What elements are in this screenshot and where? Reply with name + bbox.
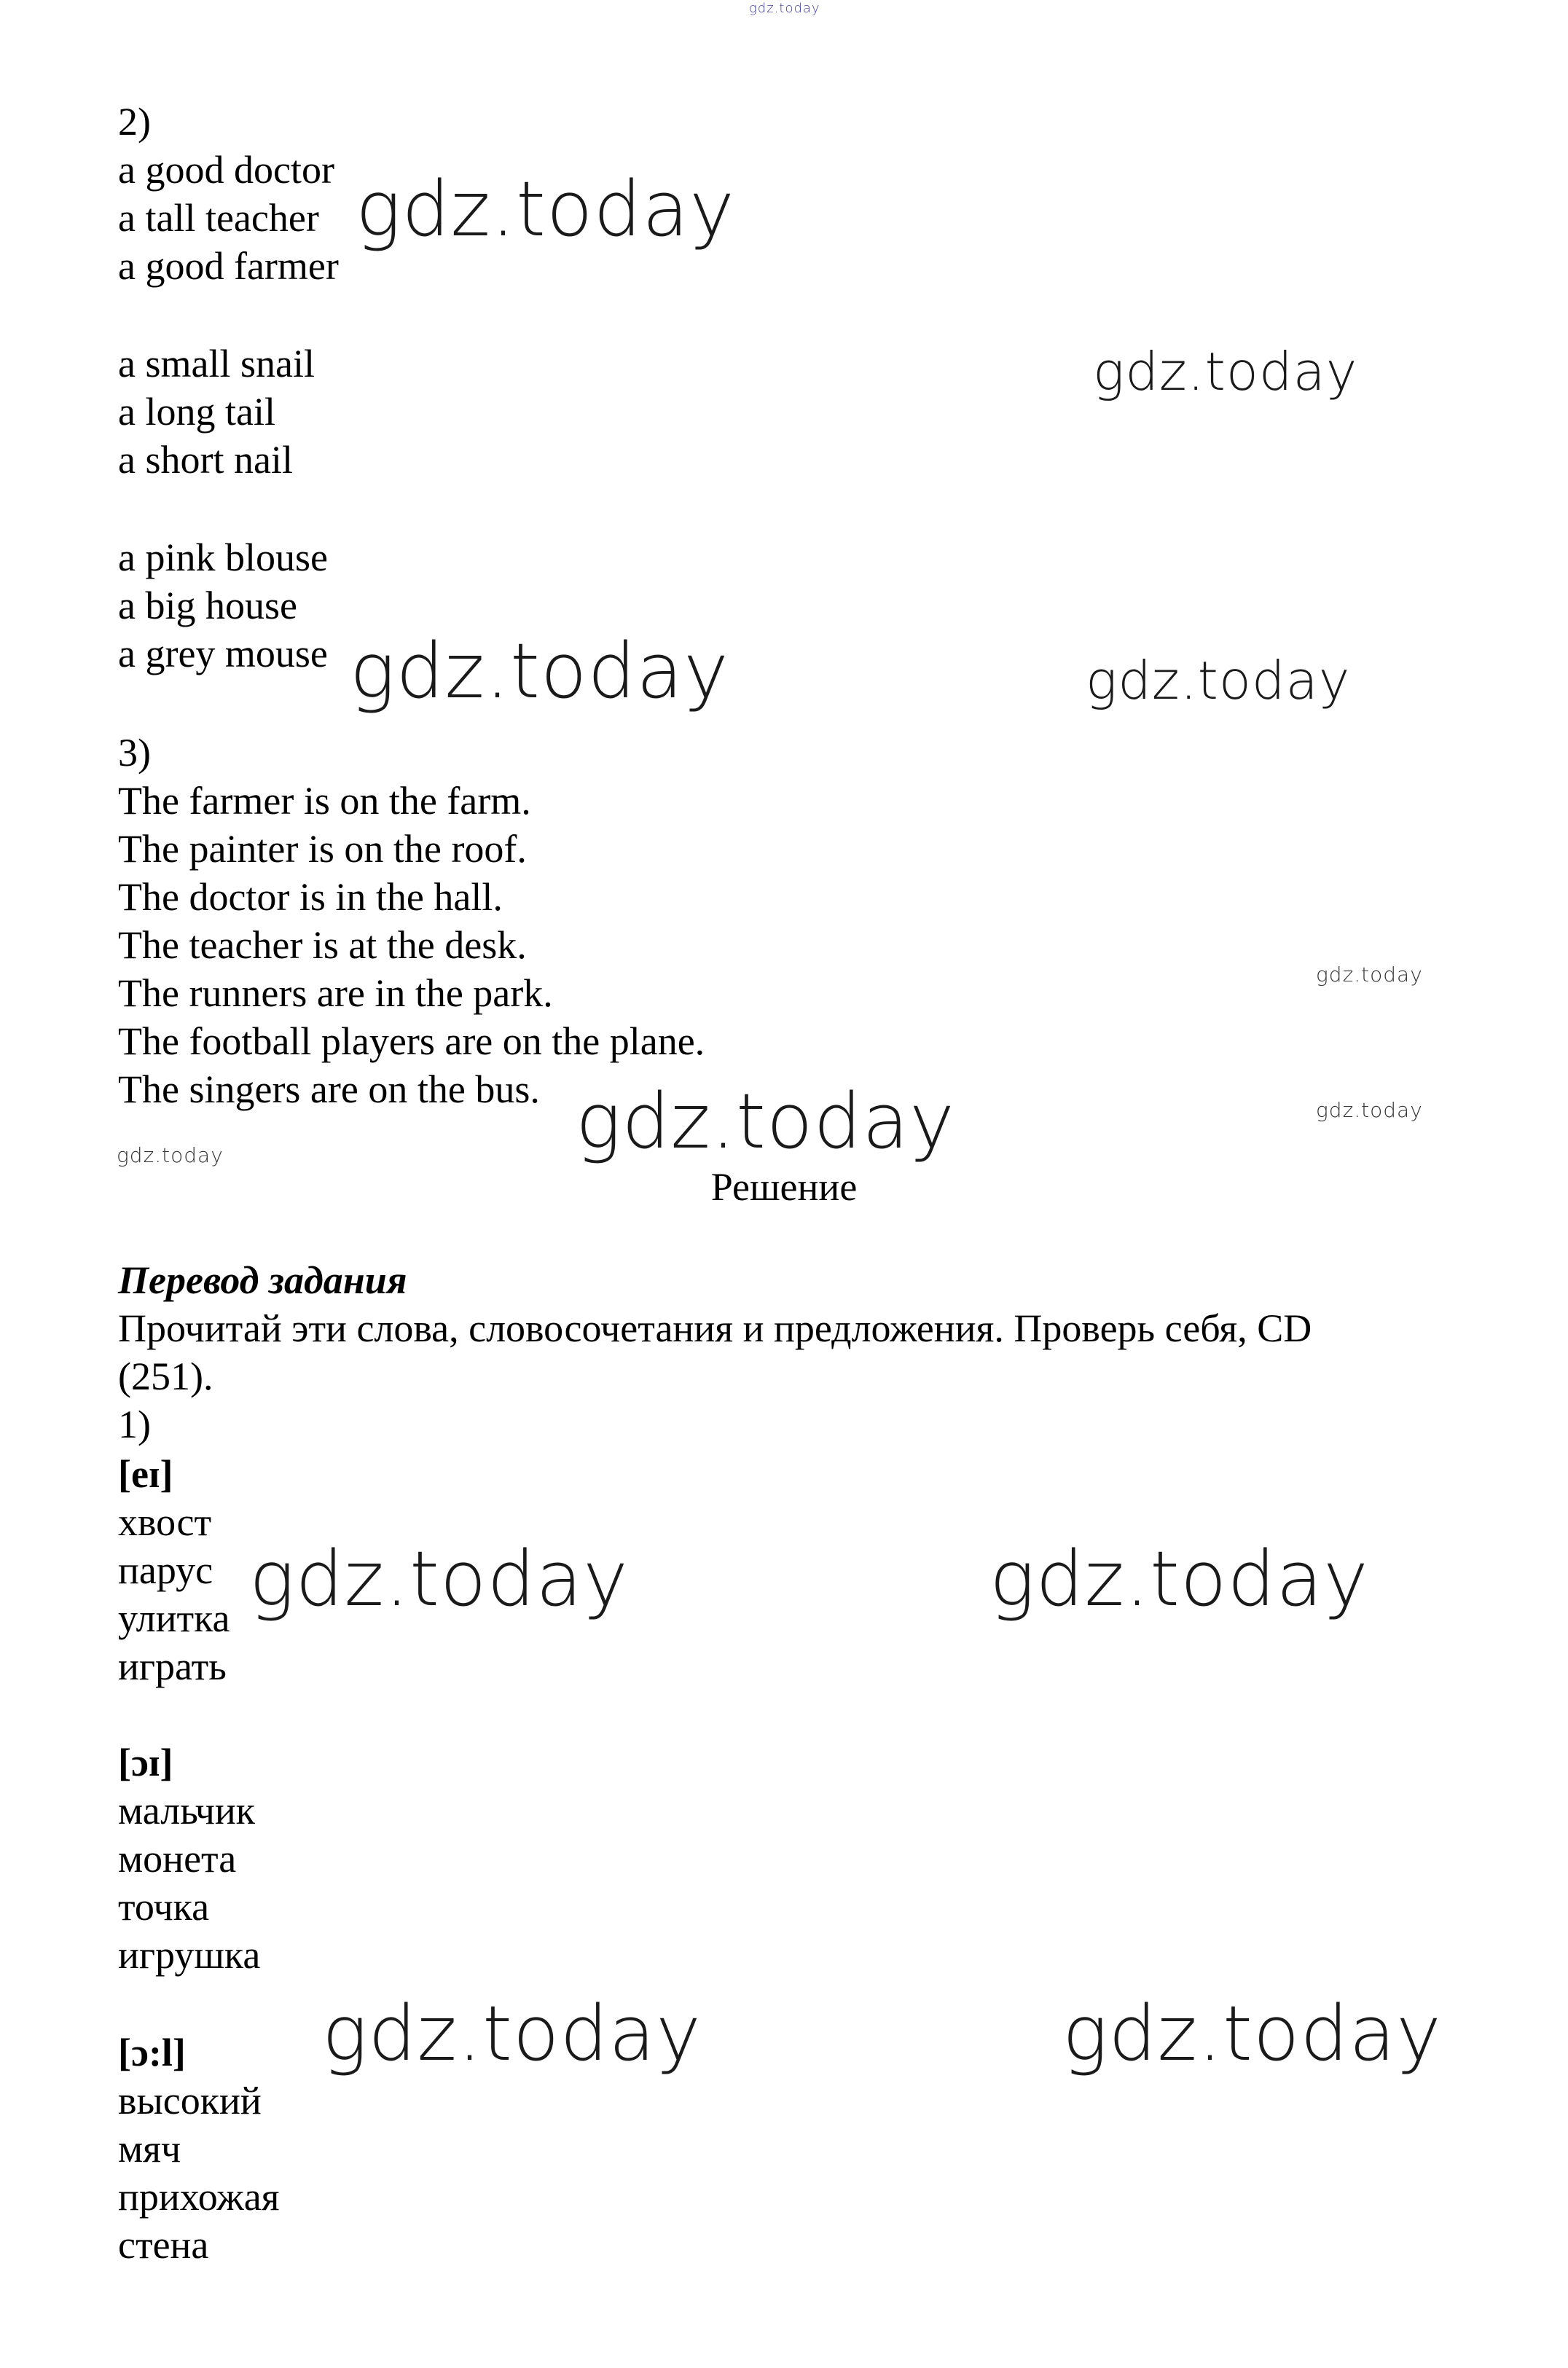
sound-label: [ɔɪ] xyxy=(118,1741,173,1784)
watermark: gdz.today xyxy=(1093,341,1358,402)
phrase: a grey mouse xyxy=(118,632,328,675)
word: стена xyxy=(118,2223,209,2267)
sentence: The singers are on the bus. xyxy=(118,1067,540,1111)
watermark: gdz.today xyxy=(989,1534,1369,1623)
word: играть xyxy=(118,1644,227,1688)
word: прихожая xyxy=(118,2175,280,2219)
sentence: The football players are on the plane. xyxy=(118,1019,705,1063)
word: мальчик xyxy=(118,1789,255,1832)
word: монета xyxy=(118,1837,237,1881)
phrase: a small snail xyxy=(118,342,315,385)
phrase: a pink blouse xyxy=(118,536,328,579)
phrase: a good farmer xyxy=(118,244,339,288)
watermark: gdz.today xyxy=(1316,1098,1423,1122)
watermark: gdz.today xyxy=(1062,1989,1442,2078)
phrase: a good doctor xyxy=(118,148,334,192)
watermark-top: gdz.today xyxy=(749,1,820,16)
phrase: a long tail xyxy=(118,390,275,434)
watermark: gdz.today xyxy=(350,627,729,716)
word: парус xyxy=(118,1548,213,1592)
part-1-label: 1) xyxy=(118,1403,151,1446)
section-2-label: 2) xyxy=(118,100,151,144)
watermark: gdz.today xyxy=(576,1077,955,1166)
watermark: gdz.today xyxy=(1316,963,1423,987)
word: высокий xyxy=(118,2079,262,2122)
section-3-label: 3) xyxy=(118,731,151,775)
phrase: a tall teacher xyxy=(118,196,319,240)
watermark: gdz.today xyxy=(117,1143,224,1167)
watermark: gdz.today xyxy=(249,1534,629,1623)
word: мяч xyxy=(118,2127,181,2171)
word: улитка xyxy=(118,1596,230,1640)
sentence: The doctor is in the hall. xyxy=(118,875,503,919)
phrase: a big house xyxy=(118,584,297,627)
sound-label: [ɔ:l] xyxy=(118,2031,186,2074)
word: точка xyxy=(118,1885,210,1929)
watermark: gdz.today xyxy=(322,1989,702,2078)
sentence: The teacher is at the desk. xyxy=(118,923,527,967)
solution-heading: Решение xyxy=(710,1165,858,1209)
sentence: The farmer is on the farm. xyxy=(118,779,531,823)
word: хвост xyxy=(118,1500,212,1544)
translation-instruction-cont: (251). xyxy=(118,1354,213,1398)
sentence: The runners are in the park. xyxy=(118,971,553,1015)
watermark: gdz.today xyxy=(356,165,735,254)
word: игрушка xyxy=(118,1933,261,1977)
translation-instruction: Прочитай эти слова, словосочетания и предложения. Проверь себя, CD xyxy=(118,1306,1312,1350)
watermark: gdz.today xyxy=(1086,650,1351,711)
sound-label: [eɪ] xyxy=(118,1452,173,1496)
translation-heading: Перевод задания xyxy=(118,1258,407,1302)
phrase: a short nail xyxy=(118,438,293,482)
sentence: The painter is on the roof. xyxy=(118,827,527,871)
